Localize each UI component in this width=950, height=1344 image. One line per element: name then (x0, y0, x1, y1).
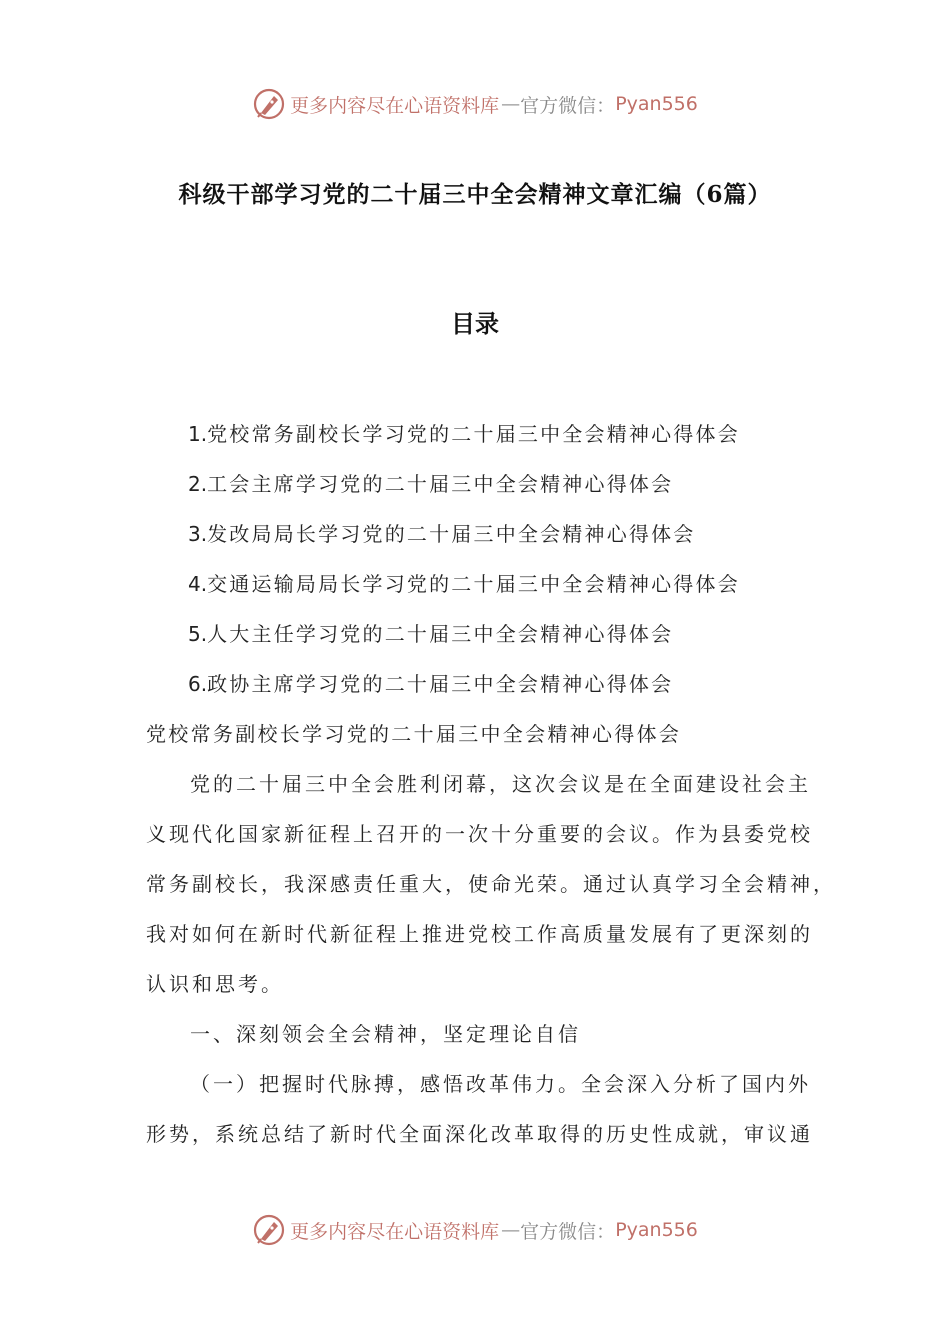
toc-item-text: 工会主席学习党的二十届三中全会精神心得体会 (207, 472, 674, 496)
pen-nib-icon (252, 1213, 286, 1247)
pen-nib-icon (252, 87, 286, 121)
toc-item-number: 3. (188, 522, 208, 546)
paragraph-line: 形势，系统总结了新时代全面深化改革取得的历史性成就，审议通 (146, 1122, 813, 1146)
toc-item[interactable] (188, 416, 740, 466)
toc-heading: 目录 (451, 309, 499, 338)
watermark-account-id: Pyan556 (615, 93, 698, 115)
toc-item-text: 政协主席学习党的二十届三中全会精神心得体会 (207, 672, 674, 696)
watermark-account-label: 官方微信： (520, 94, 616, 117)
toc-item-number: 2. (188, 472, 208, 496)
toc-item-text: 党校常务副校长学习党的二十届三中全会精神心得体会 (207, 422, 740, 446)
section-heading: 一、深刻领会全会精神，坚定理论自信 (190, 1022, 581, 1046)
watermark-dash: — (501, 1219, 519, 1241)
toc-item-text: 发改局局长学习党的二十届三中全会精神心得体会 (207, 522, 696, 546)
toc-item[interactable] (188, 516, 740, 566)
toc-item-number: 1. (188, 422, 208, 446)
toc-item-text: 交通运输局局长学习党的二十届三中全会精神心得体会 (207, 572, 740, 596)
watermark-account-id: Pyan556 (615, 1219, 698, 1241)
watermark-header (0, 84, 950, 124)
toc-item[interactable] (188, 566, 740, 616)
paragraph-line: （一）把握时代脉搏，感悟改革伟力。全会深入分析了国内外 (190, 1072, 811, 1096)
watermark-main-text: 更多内容尽在心语资料库 (290, 1220, 500, 1243)
toc-item[interactable] (188, 616, 740, 666)
watermark-footer (0, 1210, 950, 1250)
watermark-dash: — (501, 93, 519, 115)
paragraph-line: 党的二十届三中全会胜利闭幕，这次会议是在全面建设社会主 (190, 772, 811, 796)
table-of-contents (188, 416, 740, 716)
watermark-main-text: 更多内容尽在心语资料库 (290, 94, 500, 117)
paragraph-line: 常务副校长，我深感责任重大，使命光荣。通过认真学习全会精神， (146, 872, 836, 896)
toc-item[interactable] (188, 666, 740, 716)
article-title: 党校常务副校长学习党的二十届三中全会精神心得体会 (146, 722, 682, 746)
toc-item-text: 人大主任学习党的二十届三中全会精神心得体会 (207, 622, 674, 646)
toc-item-number: 6. (188, 672, 208, 696)
toc-item[interactable] (188, 466, 740, 516)
article-body (146, 716, 836, 1166)
document-title: 科级干部学习党的二十届三中全会精神文章汇编（6篇） (178, 181, 772, 208)
paragraph-line: 义现代化国家新征程上召开的一次十分重要的会议。作为县委党校 (146, 822, 813, 846)
paragraph-line: 我对如何在新时代新征程上推进党校工作高质量发展有了更深刻的 (146, 922, 813, 946)
toc-item-number: 5. (188, 622, 208, 646)
paragraph-line: 认识和思考。 (146, 972, 284, 996)
watermark-account-label: 官方微信： (520, 1220, 616, 1243)
toc-item-number: 4. (188, 572, 208, 596)
